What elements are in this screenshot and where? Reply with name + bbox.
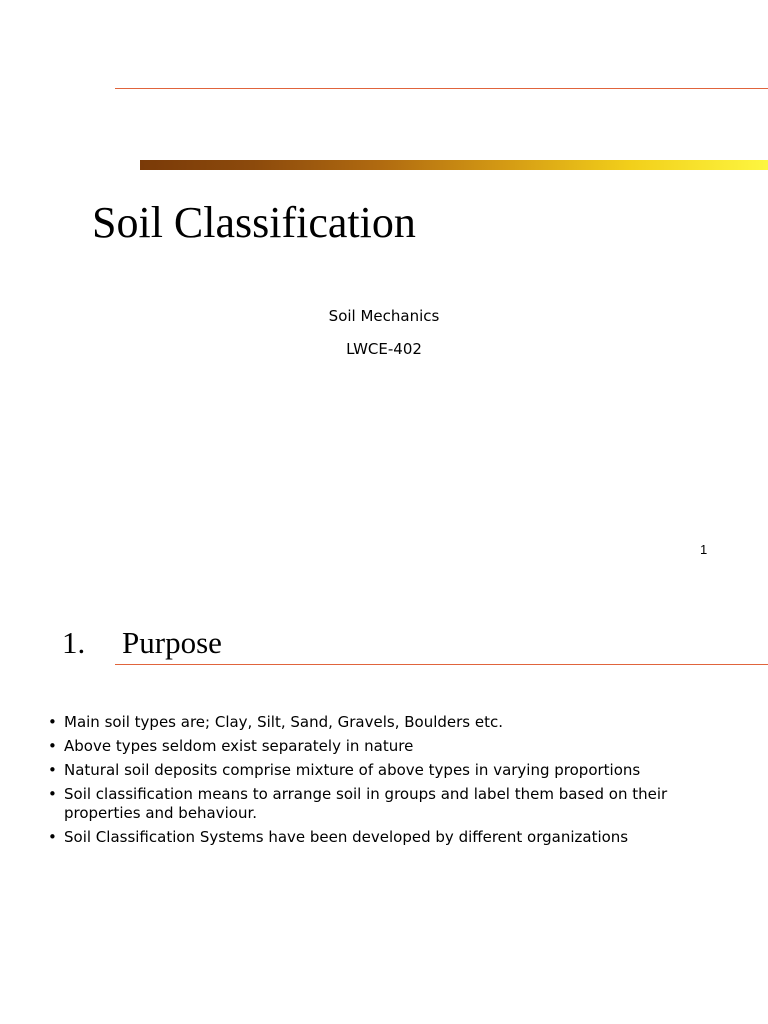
- section-heading: [62, 624, 222, 662]
- bullet-icon: •: [48, 737, 57, 755]
- top-divider-line: [115, 88, 768, 89]
- bullet-text: Soil Classification Systems have been developed by different organizations: [64, 828, 629, 846]
- section-title: Purpose: [122, 625, 222, 660]
- list-item: [48, 761, 748, 780]
- bullet-icon: •: [48, 761, 57, 779]
- bullet-text: Main soil types are; Clay, Silt, Sand, Gravels, Boulders etc.: [64, 713, 504, 731]
- section-number: 1.: [62, 625, 86, 660]
- bullet-text: Above types seldom exist separately in nature: [64, 737, 414, 755]
- bullet-text: Natural soil deposits comprise mixture of above types in varying proportions: [64, 761, 641, 779]
- bullet-icon: •: [48, 828, 57, 846]
- list-item: [48, 713, 748, 732]
- title-gradient-bar: [140, 160, 768, 170]
- list-item: [48, 737, 748, 756]
- bullet-icon: •: [48, 785, 57, 803]
- bullet-list: [48, 713, 748, 852]
- course-name: Soil Mechanics: [328, 307, 440, 325]
- section-divider-line: [115, 664, 768, 665]
- list-item: [48, 785, 748, 823]
- slide-title: Soil Classification: [92, 198, 416, 247]
- bullet-text: Soil classification means to arrange soil in groups and label them based on their properties and behaviour.: [64, 785, 668, 822]
- list-item: [48, 828, 748, 847]
- course-code: LWCE-402: [346, 340, 422, 358]
- bullet-icon: •: [48, 713, 57, 731]
- page-number: 1: [700, 542, 708, 557]
